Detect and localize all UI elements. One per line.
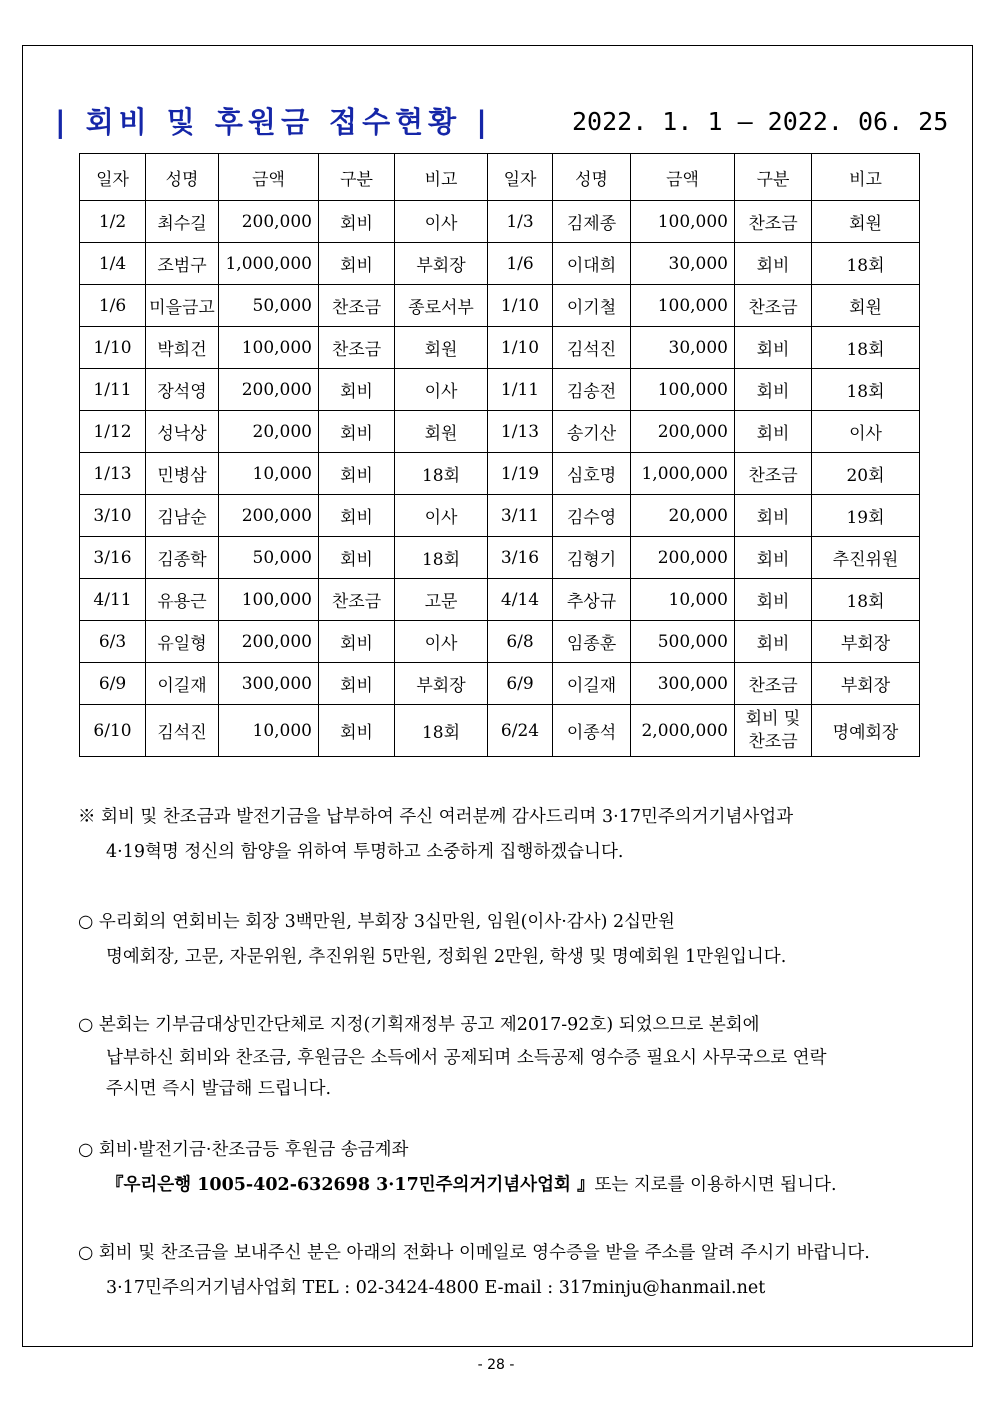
cell-remark: 이사 bbox=[395, 495, 488, 537]
cell-date: 1/13 bbox=[80, 453, 146, 495]
cell-remark: 18회 bbox=[395, 705, 488, 757]
cell-amount: 10,000 bbox=[631, 579, 735, 621]
cell-name: 추상규 bbox=[553, 579, 631, 621]
cell-remark: 고문 bbox=[395, 579, 488, 621]
cell-name: 이대희 bbox=[553, 243, 631, 285]
cell-name: 이기철 bbox=[553, 285, 631, 327]
cell-amount: 20,000 bbox=[631, 495, 735, 537]
cell-type: 회비 bbox=[319, 705, 395, 757]
cell-date: 4/14 bbox=[488, 579, 553, 621]
cell-remark: 18회 bbox=[812, 579, 920, 621]
cell-date: 1/2 bbox=[80, 201, 146, 243]
cell-remark: 회원 bbox=[395, 411, 488, 453]
cell-date: 1/10 bbox=[488, 285, 553, 327]
table-row bbox=[80, 621, 920, 663]
cell-remark: 이사 bbox=[812, 411, 920, 453]
cell-name: 박희건 bbox=[146, 327, 219, 369]
cell-date: 6/24 bbox=[488, 705, 553, 757]
cell-remark: 회원 bbox=[812, 285, 920, 327]
cell-name: 김송전 bbox=[553, 369, 631, 411]
table-row bbox=[80, 327, 920, 369]
cell-type: 회비 bbox=[735, 495, 812, 537]
cell-remark: 이사 bbox=[395, 621, 488, 663]
header-name: 성명 bbox=[553, 154, 631, 201]
cell-type: 회비 bbox=[735, 579, 812, 621]
cell-type: 회비 bbox=[319, 495, 395, 537]
cell-amount: 100,000 bbox=[631, 285, 735, 327]
cell-amount: 300,000 bbox=[219, 663, 319, 705]
cell-remark: 종로서부 bbox=[395, 285, 488, 327]
cell-name: 유용근 bbox=[146, 579, 219, 621]
header-amount: 금액 bbox=[219, 154, 319, 201]
cell-name: 성낙상 bbox=[146, 411, 219, 453]
cell-type: 찬조금 bbox=[319, 327, 395, 369]
table-row bbox=[80, 411, 920, 453]
cell-date: 1/10 bbox=[488, 327, 553, 369]
cell-type: 회비 bbox=[319, 453, 395, 495]
header-remark: 비고 bbox=[812, 154, 920, 201]
cell-amount: 10,000 bbox=[219, 453, 319, 495]
cell-date: 3/16 bbox=[488, 537, 553, 579]
cell-remark: 18회 bbox=[812, 369, 920, 411]
cell-date: 6/3 bbox=[80, 621, 146, 663]
cell-type: 회비 bbox=[735, 537, 812, 579]
cell-amount: 200,000 bbox=[219, 621, 319, 663]
cell-type: 회비 bbox=[735, 243, 812, 285]
cell-type: 찬조금 bbox=[735, 453, 812, 495]
table-row bbox=[80, 537, 920, 579]
cell-type: 찬조금 bbox=[735, 285, 812, 327]
cell-name: 심호명 bbox=[553, 453, 631, 495]
note-contact: ○ 회비 및 찬조금을 보내주신 분은 아래의 전화나 이메일로 영수증을 받을 주소를 알려 주시기 바랍니다. 3·17민주의거기념사업회 TEL : 02-3424-4800 E-mail : 317minju@hanmail.net bbox=[78, 1236, 938, 1306]
cell-date: 1/6 bbox=[80, 285, 146, 327]
cell-type: 회비 bbox=[735, 411, 812, 453]
cell-remark: 부회장 bbox=[395, 663, 488, 705]
cell-amount: 2,000,000 bbox=[631, 705, 735, 757]
table-header-row bbox=[80, 154, 920, 201]
cell-date: 6/9 bbox=[80, 663, 146, 705]
cell-remark: 명예회장 bbox=[812, 705, 920, 757]
cell-date: 1/11 bbox=[488, 369, 553, 411]
cell-name: 임종훈 bbox=[553, 621, 631, 663]
table-row bbox=[80, 369, 920, 411]
cell-amount: 50,000 bbox=[219, 537, 319, 579]
cell-remark: 추진위원 bbox=[812, 537, 920, 579]
note-thanks: ※ 회비 및 찬조금과 발전기금을 납부하여 주신 여러분께 감사드리며 3·17민주의거기념사업과 4·19혁명 정신의 함양을 위하여 투명하고 소중하게 집행하겠습니다. bbox=[78, 807, 794, 862]
cell-name: 장석영 bbox=[146, 369, 219, 411]
page-number: - 28 - bbox=[477, 1357, 515, 1373]
cell-date: 3/11 bbox=[488, 495, 553, 537]
header-name: 성명 bbox=[146, 154, 219, 201]
cell-name: 미을금고 bbox=[146, 285, 219, 327]
header-amount: 금액 bbox=[631, 154, 735, 201]
cell-name: 김남순 bbox=[146, 495, 219, 537]
cell-date: 3/10 bbox=[80, 495, 146, 537]
cell-name: 이종석 bbox=[553, 705, 631, 757]
table-row bbox=[80, 705, 920, 757]
bank-account-info: 『우리은행 1005-402-632698 3·17민주의거기념사업회 』 bbox=[106, 1175, 595, 1195]
cell-type: 회비 bbox=[319, 663, 395, 705]
cell-remark: 18회 bbox=[395, 537, 488, 579]
cell-type: 회비 bbox=[319, 243, 395, 285]
cell-amount: 200,000 bbox=[631, 537, 735, 579]
cell-amount: 200,000 bbox=[219, 495, 319, 537]
cell-date: 6/9 bbox=[488, 663, 553, 705]
table-row bbox=[80, 201, 920, 243]
header-date: 일자 bbox=[488, 154, 553, 201]
cell-amount: 1,000,000 bbox=[631, 453, 735, 495]
cell-name: 민병삼 bbox=[146, 453, 219, 495]
cell-type: 회비 bbox=[319, 201, 395, 243]
cell-remark: 부회장 bbox=[395, 243, 488, 285]
cell-type: 회비 bbox=[319, 621, 395, 663]
cell-amount: 50,000 bbox=[219, 285, 319, 327]
cell-date: 6/10 bbox=[80, 705, 146, 757]
cell-type: 찬조금 bbox=[319, 285, 395, 327]
cell-name: 유일형 bbox=[146, 621, 219, 663]
note-tax-deduction: ○ 본회는 기부금대상민간단체로 지정(기획재정부 공고 제2017-92호) 되었으므로 본회에 납부하신 회비와 찬조금, 후원금은 소득에서 공제되며 소득공제 영수증 필요시 사무국으로 연락 주시면 즉시 발급해 드립니다. bbox=[78, 1015, 827, 1099]
cell-remark: 부회장 bbox=[812, 663, 920, 705]
cell-amount: 20,000 bbox=[219, 411, 319, 453]
cell-name: 이길재 bbox=[146, 663, 219, 705]
cell-date: 3/16 bbox=[80, 537, 146, 579]
cell-remark: 18회 bbox=[812, 327, 920, 369]
cell-name: 송기산 bbox=[553, 411, 631, 453]
cell-date: 1/6 bbox=[488, 243, 553, 285]
cell-amount: 100,000 bbox=[219, 579, 319, 621]
cell-amount: 1,000,000 bbox=[219, 243, 319, 285]
cell-remark: 20회 bbox=[812, 453, 920, 495]
cell-type: 회비 bbox=[735, 621, 812, 663]
cell-amount: 30,000 bbox=[631, 243, 735, 285]
cell-remark: 회원 bbox=[812, 201, 920, 243]
cell-date: 1/10 bbox=[80, 327, 146, 369]
contact-info: 3·17민주의거기념사업회 TEL : 02-3424-4800 E-mail : 317minju@hanmail.net bbox=[106, 1278, 766, 1298]
cell-amount: 10,000 bbox=[219, 705, 319, 757]
cell-amount: 100,000 bbox=[631, 369, 735, 411]
cell-date: 1/3 bbox=[488, 201, 553, 243]
cell-name: 김수영 bbox=[553, 495, 631, 537]
cell-type: 찬조금 bbox=[319, 579, 395, 621]
note-bank-account: ○ 회비·발전기금·찬조금등 후원금 송금계좌 『우리은행 1005-402-632698 3·17민주의거기념사업회 』또는 지로를 이용하시면 됩니다. bbox=[78, 1140, 837, 1195]
cell-type: 회비 bbox=[319, 537, 395, 579]
date-range: 2022. 1. 1 – 2022. 06. 25 bbox=[572, 107, 949, 136]
cell-date: 1/12 bbox=[80, 411, 146, 453]
cell-type: 회비 및 찬조금 bbox=[735, 705, 812, 757]
cell-remark: 18회 bbox=[812, 243, 920, 285]
receipts-table bbox=[79, 153, 920, 757]
cell-date: 1/19 bbox=[488, 453, 553, 495]
cell-date: 6/8 bbox=[488, 621, 553, 663]
cell-name: 김제종 bbox=[553, 201, 631, 243]
cell-type: 회비 bbox=[319, 411, 395, 453]
cell-type: 회비 bbox=[735, 369, 812, 411]
cell-date: 1/11 bbox=[80, 369, 146, 411]
cell-name: 김석진 bbox=[553, 327, 631, 369]
cell-remark: 19회 bbox=[812, 495, 920, 537]
page-title: | 회비 및 후원금 접수현황 | bbox=[55, 105, 492, 139]
table-row bbox=[80, 285, 920, 327]
cell-amount: 200,000 bbox=[219, 369, 319, 411]
cell-remark: 이사 bbox=[395, 369, 488, 411]
cell-type: 회비 bbox=[319, 369, 395, 411]
header-remark: 비고 bbox=[395, 154, 488, 201]
cell-date: 4/11 bbox=[80, 579, 146, 621]
table-row bbox=[80, 495, 920, 537]
table-row bbox=[80, 453, 920, 495]
cell-amount: 300,000 bbox=[631, 663, 735, 705]
cell-type: 찬조금 bbox=[735, 663, 812, 705]
table-row bbox=[80, 663, 920, 705]
header-type: 구분 bbox=[735, 154, 812, 201]
header-type: 구분 bbox=[319, 154, 395, 201]
cell-remark: 18회 bbox=[395, 453, 488, 495]
note-annual-fees: ○ 우리회의 연회비는 회장 3백만원, 부회장 3십만원, 임원(이사·감사) 2십만원 명예회장, 고문, 자문위원, 추진위원 5만원, 정회원 2만원, 학생 및 명예회원 1만원입니다. bbox=[78, 912, 787, 967]
cell-amount: 500,000 bbox=[631, 621, 735, 663]
cell-remark: 회원 bbox=[395, 327, 488, 369]
cell-amount: 100,000 bbox=[631, 201, 735, 243]
table-row bbox=[80, 579, 920, 621]
cell-amount: 100,000 bbox=[219, 327, 319, 369]
cell-remark: 부회장 bbox=[812, 621, 920, 663]
cell-date: 1/13 bbox=[488, 411, 553, 453]
cell-name: 이길재 bbox=[553, 663, 631, 705]
cell-name: 조범구 bbox=[146, 243, 219, 285]
cell-name: 김형기 bbox=[553, 537, 631, 579]
cell-name: 최수길 bbox=[146, 201, 219, 243]
table-row bbox=[80, 243, 920, 285]
cell-remark: 이사 bbox=[395, 201, 488, 243]
cell-date: 1/4 bbox=[80, 243, 146, 285]
cell-amount: 30,000 bbox=[631, 327, 735, 369]
cell-amount: 200,000 bbox=[219, 201, 319, 243]
cell-name: 김종학 bbox=[146, 537, 219, 579]
header-date: 일자 bbox=[80, 154, 146, 201]
cell-type: 회비 bbox=[735, 327, 812, 369]
cell-type: 찬조금 bbox=[735, 201, 812, 243]
cell-amount: 200,000 bbox=[631, 411, 735, 453]
cell-name: 김석진 bbox=[146, 705, 219, 757]
